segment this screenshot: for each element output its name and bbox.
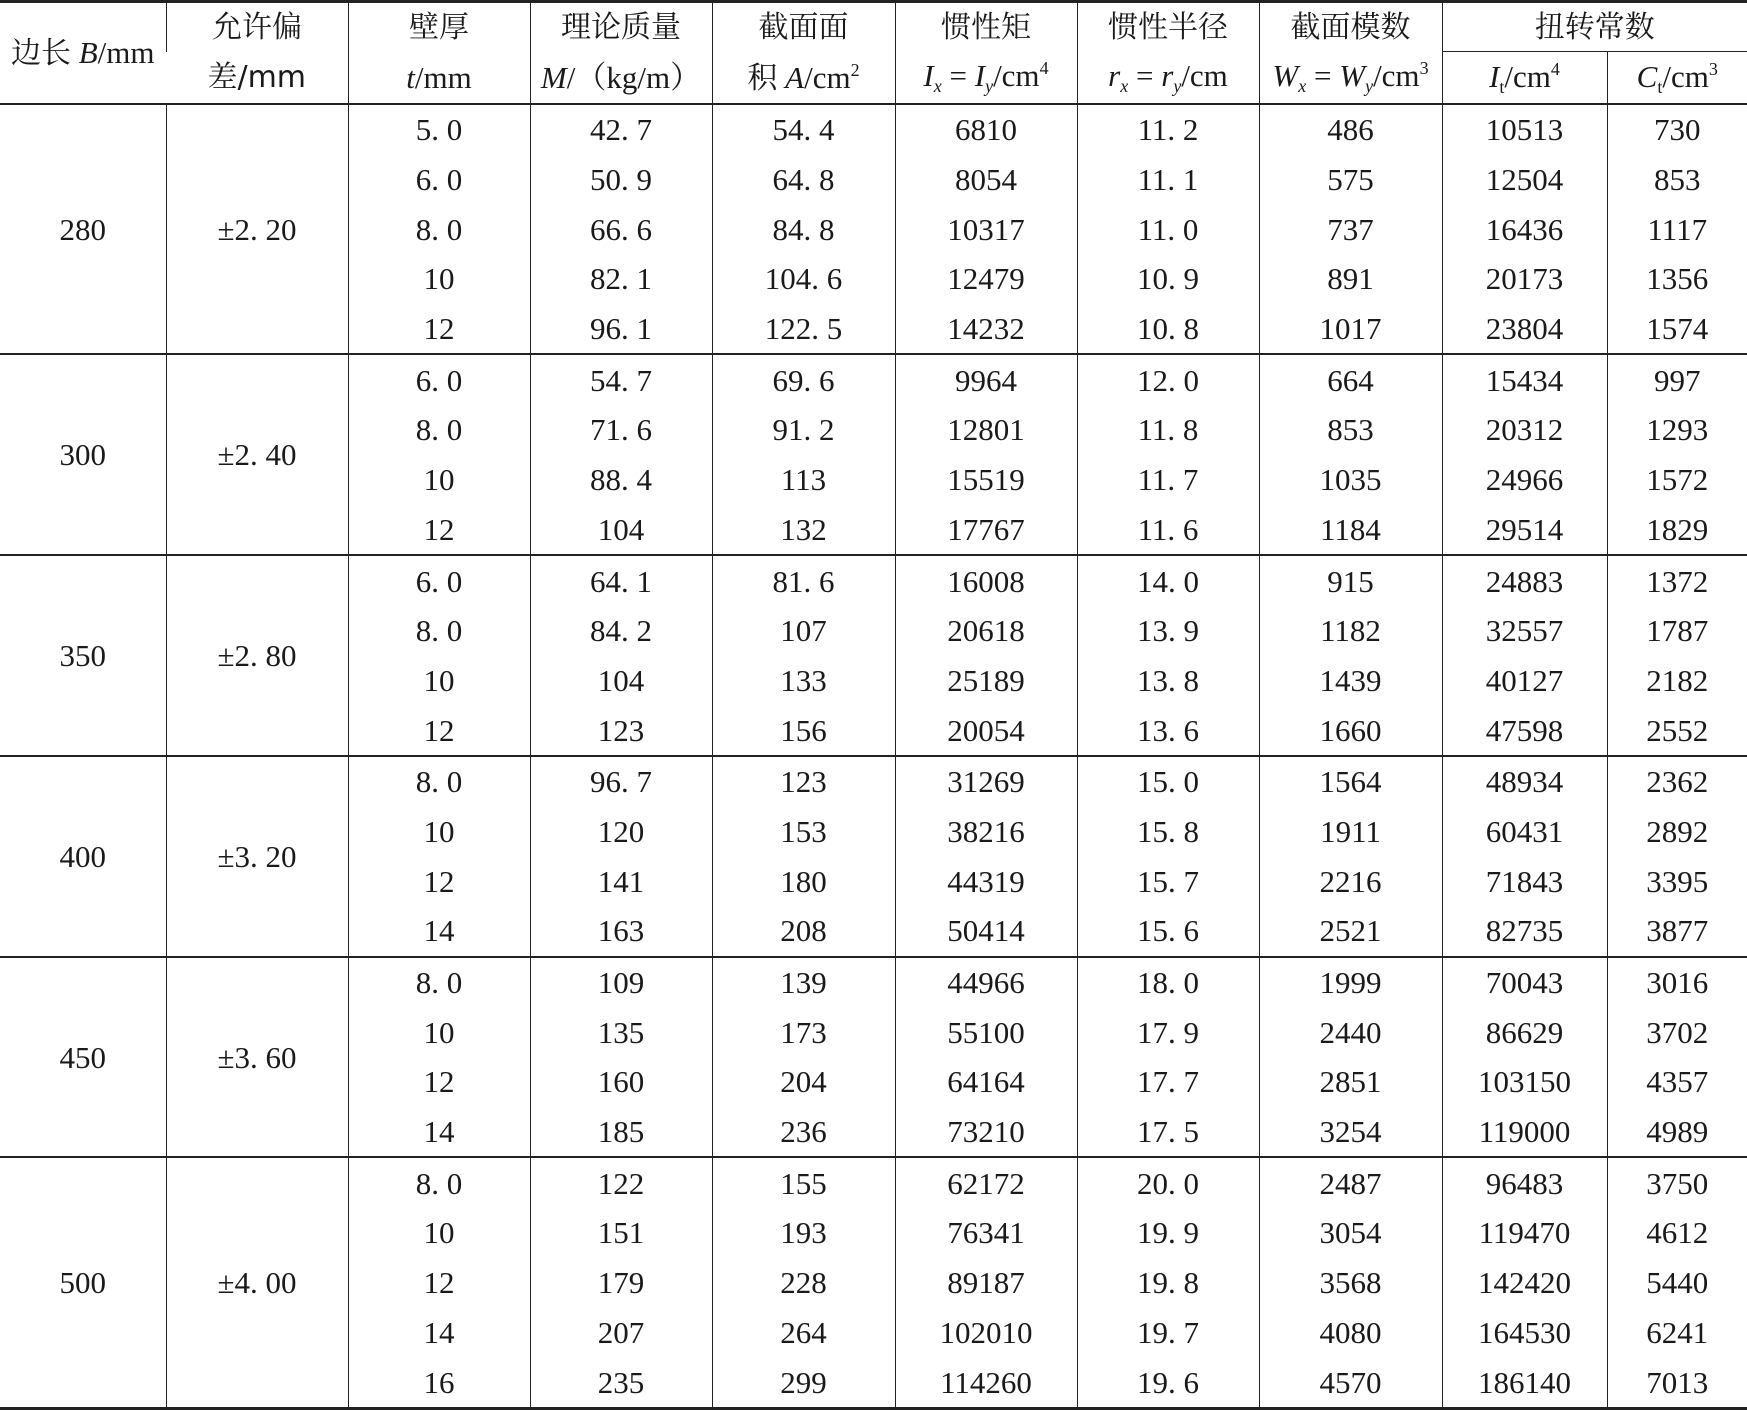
cell-radius: 12. 0 xyxy=(1077,354,1259,405)
cell-mass: 42. 7 xyxy=(530,104,712,155)
cell-inertia: 25189 xyxy=(895,656,1077,706)
cell-wall-thickness: 10 xyxy=(423,261,455,297)
cell-area: 84. 8 xyxy=(712,204,895,254)
cell-radius: 17. 9 xyxy=(1077,1007,1259,1057)
cell-torsion-ct: 3016 xyxy=(1607,957,1747,1008)
cell-area: 139 xyxy=(712,957,895,1008)
cell-radius: 19. 8 xyxy=(1077,1258,1259,1308)
cell-mass: 54. 7 xyxy=(530,354,712,405)
cell-torsion-ct: 730 xyxy=(1607,104,1747,155)
cell-modulus: 1911 xyxy=(1259,807,1442,857)
cell-area: 208 xyxy=(712,906,895,957)
cell-modulus: 2851 xyxy=(1259,1057,1442,1107)
cell-torsion-ct: 3702 xyxy=(1607,1007,1747,1057)
cell-radius: 14. 0 xyxy=(1077,555,1259,606)
cell-wall-thickness: 5. 0 xyxy=(348,104,530,155)
cell-wall-thickness: 12 xyxy=(423,1265,455,1301)
cell-torsion-it: 47598 xyxy=(1442,705,1607,756)
table-row xyxy=(0,555,1747,606)
cell-radius: 15. 8 xyxy=(1077,807,1259,857)
cell-modulus: 2521 xyxy=(1259,906,1442,957)
cell-mass: 122 xyxy=(530,1157,712,1208)
header-side-length: 边长 B/mm xyxy=(0,2,166,105)
cell-torsion-ct: 1829 xyxy=(1607,505,1747,556)
cell-inertia: 10317 xyxy=(895,204,1077,254)
cell-torsion-it: 119470 xyxy=(1442,1208,1607,1258)
header-radius: 惯性半径 xyxy=(1077,2,1259,52)
cell-wall-thickness: 6. 0 xyxy=(348,354,530,405)
cell-mass: 207 xyxy=(530,1308,712,1358)
cell-area: 123 xyxy=(712,756,895,807)
cell-inertia: 38216 xyxy=(895,807,1077,857)
cell-modulus: 575 xyxy=(1259,155,1442,205)
cell-torsion-ct: 3750 xyxy=(1607,1157,1747,1208)
cell-torsion-it: 164530 xyxy=(1442,1308,1607,1358)
cell-area: 155 xyxy=(712,1157,895,1208)
cell-torsion-it: 82735 xyxy=(1442,906,1607,957)
cell-wall-thickness: 14 xyxy=(423,913,455,949)
cell-torsion-it: 60431 xyxy=(1442,807,1607,857)
cell-radius: 13. 8 xyxy=(1077,656,1259,706)
cell-modulus: 4080 xyxy=(1259,1308,1442,1358)
cell-modulus: 2440 xyxy=(1259,1007,1442,1057)
cell-area: 236 xyxy=(712,1107,895,1158)
cell-wall-thickness: 12 xyxy=(423,511,455,547)
cell-mass: 66. 6 xyxy=(530,204,712,254)
cell-torsion-it: 48934 xyxy=(1442,756,1607,807)
cell-inertia: 89187 xyxy=(895,1258,1077,1308)
cell-radius: 13. 9 xyxy=(1077,606,1259,656)
cell-mass: 96. 1 xyxy=(530,304,712,355)
cell-wall-thickness: 10 xyxy=(423,462,455,498)
cell-radius: 15. 0 xyxy=(1077,756,1259,807)
cell-torsion-it: 20173 xyxy=(1442,254,1607,304)
cell-wall-thickness: 8. 0 xyxy=(348,756,530,807)
cell-torsion-it: 15434 xyxy=(1442,354,1607,405)
cell-inertia: 14232 xyxy=(895,304,1077,355)
cell-torsion-ct: 1572 xyxy=(1607,455,1747,505)
table-row xyxy=(0,1157,1747,1208)
cell-torsion-it: 24966 xyxy=(1442,455,1607,505)
cell-mass: 96. 7 xyxy=(530,756,712,807)
cell-modulus: 4570 xyxy=(1259,1357,1442,1408)
cell-torsion-ct: 5440 xyxy=(1607,1258,1747,1308)
cell-area: 113 xyxy=(712,455,895,505)
cell-mass: 50. 9 xyxy=(530,155,712,205)
cell-area: 264 xyxy=(712,1308,895,1358)
cell-radius: 19. 9 xyxy=(1077,1208,1259,1258)
cell-modulus: 3254 xyxy=(1259,1107,1442,1158)
cell-radius: 11. 1 xyxy=(1077,155,1259,205)
cell-wall-thickness: 6. 0 xyxy=(348,555,530,606)
cell-torsion-ct: 1372 xyxy=(1607,555,1747,606)
header-wall-thickness: 壁厚 xyxy=(348,2,530,52)
header-ct-unit: $C_t/cm^3$ xyxy=(1607,52,1747,105)
header-tolerance-unit: 差/mm xyxy=(166,52,348,105)
cell-area: 193 xyxy=(712,1208,895,1258)
cell-inertia: 44966 xyxy=(895,957,1077,1008)
header-area-unit: 积 $A/cm^2$ xyxy=(712,52,895,105)
cell-modulus: 1999 xyxy=(1259,957,1442,1008)
cell-inertia: 44319 xyxy=(895,856,1077,906)
cell-area: 153 xyxy=(712,807,895,857)
cell-torsion-it: 29514 xyxy=(1442,505,1607,556)
cell-radius: 11. 0 xyxy=(1077,204,1259,254)
cell-torsion-it: 119000 xyxy=(1442,1107,1607,1158)
cell-area: 133 xyxy=(712,656,895,706)
cell-wall-thickness: 6. 0 xyxy=(415,162,463,198)
cell-modulus: 891 xyxy=(1259,254,1442,304)
cell-inertia: 114260 xyxy=(895,1357,1077,1408)
cell-modulus: 2216 xyxy=(1259,856,1442,906)
cell-radius: 17. 7 xyxy=(1077,1057,1259,1107)
cell-torsion-it: 12504 xyxy=(1442,155,1607,205)
header-mass: 理论质量 xyxy=(530,2,712,52)
cell-side-length: 500 xyxy=(0,1157,166,1408)
cell-inertia: 64164 xyxy=(895,1057,1077,1107)
cell-modulus: 1184 xyxy=(1259,505,1442,556)
cell-area: 69. 6 xyxy=(712,354,895,405)
cell-modulus: 2487 xyxy=(1259,1157,1442,1208)
cell-torsion-it: 103150 xyxy=(1442,1057,1607,1107)
cell-torsion-it: 40127 xyxy=(1442,656,1607,706)
table-row xyxy=(0,354,1747,405)
cell-radius: 15. 7 xyxy=(1077,856,1259,906)
cell-torsion-ct: 2362 xyxy=(1607,756,1747,807)
cell-wall-thickness: 16 xyxy=(348,1357,530,1408)
cell-inertia: 55100 xyxy=(895,1007,1077,1057)
cell-area: 64. 8 xyxy=(712,155,895,205)
cell-modulus: 737 xyxy=(1259,204,1442,254)
cell-area: 204 xyxy=(712,1057,895,1107)
cell-radius: 10. 9 xyxy=(1077,254,1259,304)
table-row xyxy=(0,957,1747,1008)
cell-area: 91. 2 xyxy=(712,405,895,455)
header-radius-unit: $r_x = r_y/cm$ xyxy=(1077,52,1259,105)
cell-wall-thickness: 8. 0 xyxy=(415,412,463,448)
cell-tolerance: ±3. 20 xyxy=(166,756,348,957)
header-area: 截面面 xyxy=(712,2,895,52)
cell-torsion-it: 71843 xyxy=(1442,856,1607,906)
cell-side-length: 400 xyxy=(0,756,166,957)
cell-side-length: 300 xyxy=(0,354,166,555)
cell-torsion-it: 16436 xyxy=(1442,204,1607,254)
cell-torsion-it: 96483 xyxy=(1442,1157,1607,1208)
cell-inertia: 20054 xyxy=(895,705,1077,756)
cell-area: 104. 6 xyxy=(712,254,895,304)
cell-area: 173 xyxy=(712,1007,895,1057)
cell-torsion-it: 142420 xyxy=(1442,1258,1607,1308)
cell-torsion-it: 23804 xyxy=(1442,304,1607,355)
cell-torsion-ct: 1117 xyxy=(1607,204,1747,254)
cell-radius: 19. 7 xyxy=(1077,1308,1259,1358)
cell-modulus: 1564 xyxy=(1259,756,1442,807)
cell-area: 228 xyxy=(712,1258,895,1308)
cell-modulus: 664 xyxy=(1259,354,1442,405)
cell-modulus: 1017 xyxy=(1259,304,1442,355)
cell-area: 81. 6 xyxy=(712,555,895,606)
cell-area: 107 xyxy=(712,606,895,656)
cell-inertia: 12801 xyxy=(895,405,1077,455)
cell-wall-thickness: 14 xyxy=(423,1314,455,1350)
cell-torsion-it: 10513 xyxy=(1442,104,1607,155)
cell-tolerance: ±4. 00 xyxy=(166,1157,348,1408)
cell-mass: 141 xyxy=(530,856,712,906)
cell-wall-thickness: 14 xyxy=(423,1114,455,1150)
cell-area: 156 xyxy=(712,705,895,756)
cell-modulus: 915 xyxy=(1259,555,1442,606)
cell-modulus: 1182 xyxy=(1259,606,1442,656)
cell-mass: 151 xyxy=(530,1208,712,1258)
cell-wall-thickness: 8. 0 xyxy=(348,957,530,1008)
cell-inertia: 12479 xyxy=(895,254,1077,304)
cell-area: 122. 5 xyxy=(712,304,895,355)
cell-torsion-ct: 1356 xyxy=(1607,254,1747,304)
cell-modulus: 3054 xyxy=(1259,1208,1442,1258)
cell-inertia: 8054 xyxy=(895,155,1077,205)
table-row xyxy=(0,756,1747,807)
cell-wall-thickness: 8. 0 xyxy=(348,1157,530,1208)
cell-torsion-ct: 1574 xyxy=(1607,304,1747,355)
header-tolerance: 允许偏 xyxy=(166,2,348,52)
table-body xyxy=(0,104,1747,1408)
cell-area: 299 xyxy=(712,1357,895,1408)
cell-inertia: 17767 xyxy=(895,505,1077,556)
cell-radius: 11. 8 xyxy=(1077,405,1259,455)
table-row xyxy=(0,104,1747,155)
cell-mass: 179 xyxy=(530,1258,712,1308)
cell-wall-thickness: 12 xyxy=(423,712,455,748)
cell-tolerance: ±2. 20 xyxy=(166,104,348,354)
cell-modulus: 3568 xyxy=(1259,1258,1442,1308)
cell-torsion-it: 86629 xyxy=(1442,1007,1607,1057)
cell-wall-thickness: 10 xyxy=(423,1014,455,1050)
cell-inertia: 76341 xyxy=(895,1208,1077,1258)
cell-inertia: 6810 xyxy=(895,104,1077,155)
cell-radius: 10. 8 xyxy=(1077,304,1259,355)
cell-side-length: 280 xyxy=(0,104,166,354)
cell-torsion-ct: 2892 xyxy=(1607,807,1747,857)
cell-mass: 104 xyxy=(530,505,712,556)
cell-torsion-it: 186140 xyxy=(1442,1357,1607,1408)
header-torsion: 扭转常数 xyxy=(1442,2,1747,52)
header-modulus-unit: $W_x = W_y/cm^3$ xyxy=(1259,52,1442,105)
cell-mass: 84. 2 xyxy=(530,606,712,656)
cell-radius: 11. 2 xyxy=(1077,104,1259,155)
cell-radius: 11. 7 xyxy=(1077,455,1259,505)
cell-inertia: 20618 xyxy=(895,606,1077,656)
cell-inertia: 15519 xyxy=(895,455,1077,505)
cell-inertia: 9964 xyxy=(895,354,1077,405)
header-modulus: 截面模数 xyxy=(1259,2,1442,52)
cell-wall-thickness: 10 xyxy=(423,662,455,698)
cell-mass: 104 xyxy=(530,656,712,706)
cell-modulus: 1660 xyxy=(1259,705,1442,756)
cell-inertia: 50414 xyxy=(895,906,1077,957)
cell-mass: 163 xyxy=(530,906,712,957)
cell-mass: 120 xyxy=(530,807,712,857)
cell-torsion-ct: 3395 xyxy=(1607,856,1747,906)
cell-torsion-it: 24883 xyxy=(1442,555,1607,606)
cell-area: 132 xyxy=(712,505,895,556)
cell-area: 180 xyxy=(712,856,895,906)
header-inertia-unit: $I_x = I_y/cm^4$ xyxy=(895,52,1077,105)
cell-mass: 82. 1 xyxy=(530,254,712,304)
cell-tolerance: ±3. 60 xyxy=(166,957,348,1158)
cell-mass: 64. 1 xyxy=(530,555,712,606)
cell-inertia: 102010 xyxy=(895,1308,1077,1358)
table-header xyxy=(0,2,1747,105)
cell-inertia: 73210 xyxy=(895,1107,1077,1158)
cell-wall-thickness: 8. 0 xyxy=(415,613,463,649)
cell-mass: 88. 4 xyxy=(530,455,712,505)
cell-modulus: 853 xyxy=(1259,405,1442,455)
cell-tolerance: ±2. 40 xyxy=(166,354,348,555)
cell-torsion-ct: 853 xyxy=(1607,155,1747,205)
cell-torsion-it: 20312 xyxy=(1442,405,1607,455)
cell-radius: 13. 6 xyxy=(1077,705,1259,756)
cell-wall-thickness: 12 xyxy=(423,1064,455,1100)
cell-torsion-ct: 1787 xyxy=(1607,606,1747,656)
cell-radius: 19. 6 xyxy=(1077,1357,1259,1408)
header-wall-unit: t/mm xyxy=(348,52,530,105)
cell-inertia: 16008 xyxy=(895,555,1077,606)
cell-tolerance: ±2. 80 xyxy=(166,555,348,756)
cell-mass: 109 xyxy=(530,957,712,1008)
cell-mass: 135 xyxy=(530,1007,712,1057)
cell-inertia: 31269 xyxy=(895,756,1077,807)
header-it-unit: $I_t/cm^4$ xyxy=(1442,52,1607,105)
cell-torsion-ct: 1293 xyxy=(1607,405,1747,455)
cell-side-length: 450 xyxy=(0,957,166,1158)
cell-radius: 18. 0 xyxy=(1077,957,1259,1008)
cell-radius: 11. 6 xyxy=(1077,505,1259,556)
cell-torsion-ct: 6241 xyxy=(1607,1308,1747,1358)
header-inertia: 惯性矩 xyxy=(895,2,1077,52)
cell-wall-thickness: 10 xyxy=(423,813,455,849)
header-mass-unit: M/（kg/m） xyxy=(530,52,712,105)
cell-radius: 15. 6 xyxy=(1077,906,1259,957)
cell-torsion-ct: 4612 xyxy=(1607,1208,1747,1258)
cell-side-length: 350 xyxy=(0,555,166,756)
cell-wall-thickness: 12 xyxy=(423,863,455,899)
cell-modulus: 1439 xyxy=(1259,656,1442,706)
cell-torsion-it: 70043 xyxy=(1442,957,1607,1008)
cell-mass: 71. 6 xyxy=(530,405,712,455)
cell-torsion-ct: 2182 xyxy=(1607,656,1747,706)
cell-torsion-ct: 3877 xyxy=(1607,906,1747,957)
cell-torsion-ct: 4357 xyxy=(1607,1057,1747,1107)
cell-modulus: 486 xyxy=(1259,104,1442,155)
cell-modulus: 1035 xyxy=(1259,455,1442,505)
cell-area: 54. 4 xyxy=(712,104,895,155)
cell-mass: 185 xyxy=(530,1107,712,1158)
cell-mass: 160 xyxy=(530,1057,712,1107)
cell-wall-thickness: 10 xyxy=(423,1215,455,1251)
cell-wall-thickness: 8. 0 xyxy=(415,211,463,247)
cell-radius: 17. 5 xyxy=(1077,1107,1259,1158)
cell-mass: 235 xyxy=(530,1357,712,1408)
cell-torsion-ct: 7013 xyxy=(1607,1357,1747,1408)
cell-radius: 20. 0 xyxy=(1077,1157,1259,1208)
cell-mass: 123 xyxy=(530,705,712,756)
cell-inertia: 62172 xyxy=(895,1157,1077,1208)
cell-wall-thickness: 12 xyxy=(423,311,455,347)
cell-torsion-ct: 2552 xyxy=(1607,705,1747,756)
cell-torsion-it: 32557 xyxy=(1442,606,1607,656)
cell-torsion-ct: 997 xyxy=(1607,354,1747,405)
cell-torsion-ct: 4989 xyxy=(1607,1107,1747,1158)
